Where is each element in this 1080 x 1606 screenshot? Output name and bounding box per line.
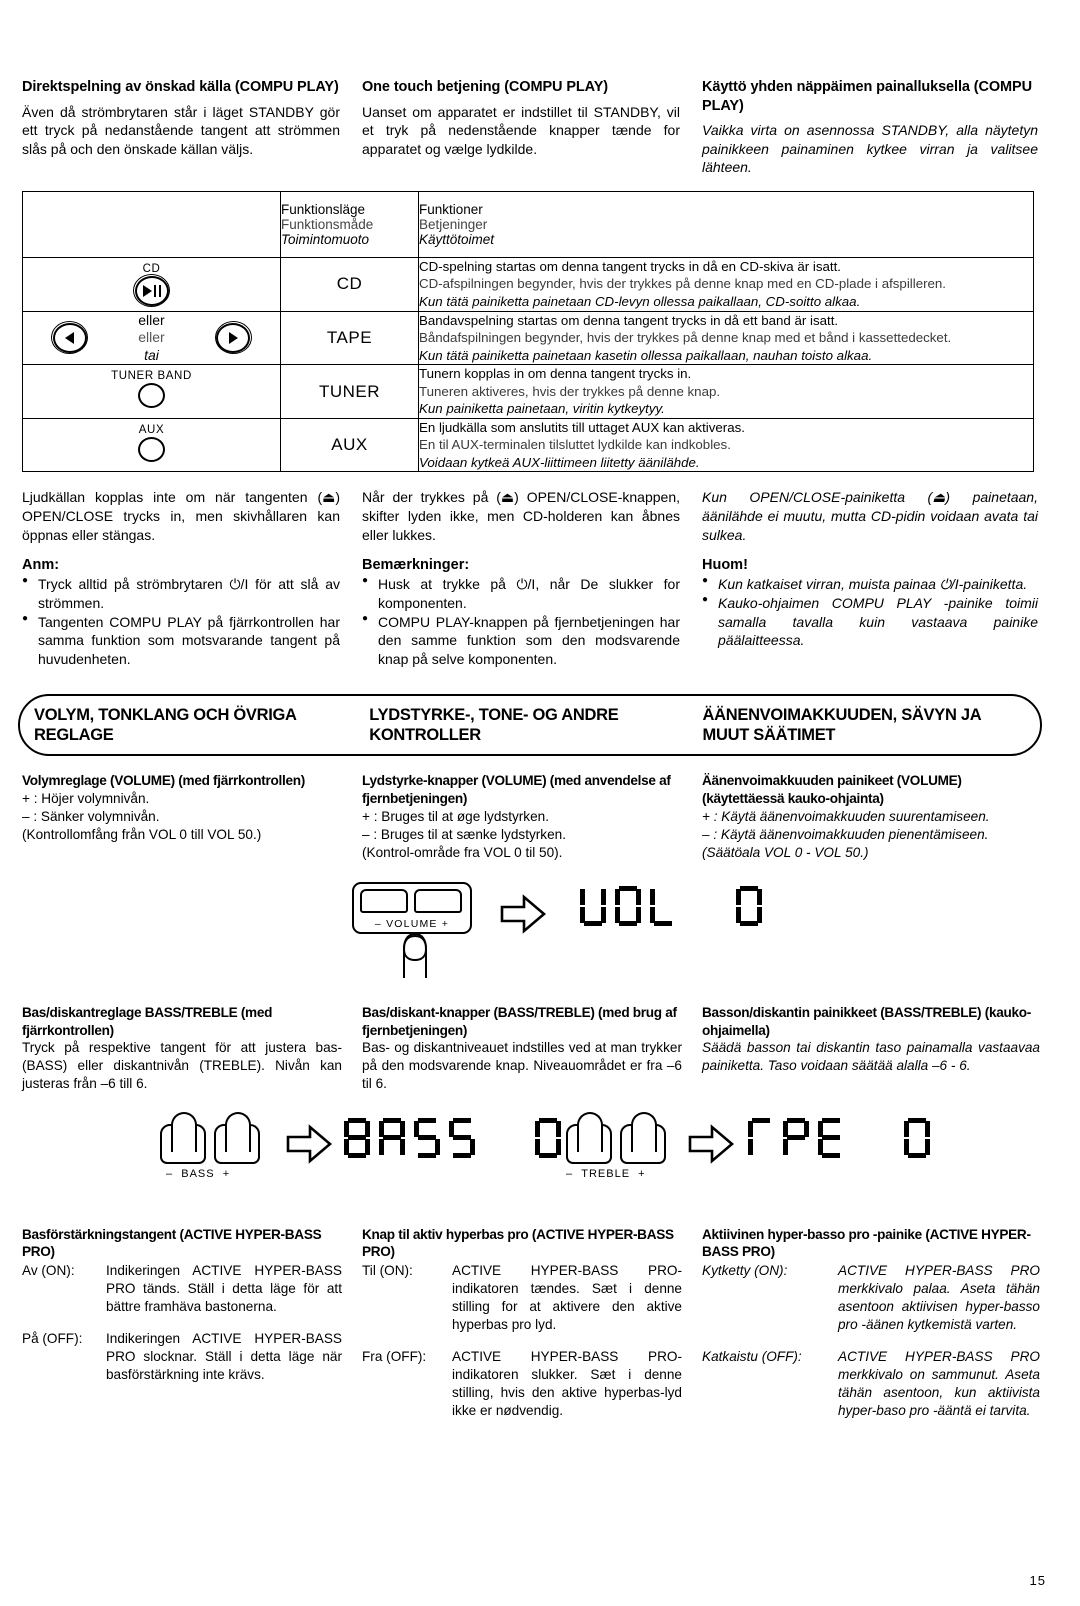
intro-heading-da: One touch betjening (COMPU PLAY): [362, 79, 608, 95]
list-item: ● Kauko-ohjaimen COMPU PLAY -painike toimii samalla tavalla kuin vastaava painike päälaitteessa.: [702, 594, 1038, 650]
hyperbass-desc-sv-on: Indikeringen ACTIVE HYPER-BASS PRO tänds. Ställ i detta läge för att bättre framhäva bastonerna.: [106, 1262, 342, 1315]
intro-body-sv: Även då strömbrytaren står i läget STANDBY gör ett tryck på nedanstående tangent att strömmen slås på och den önskade källan väljs.: [22, 103, 340, 157]
bass-minus-label: –: [166, 1167, 174, 1180]
list-item: ● Husk at trykke på ⏻/I, når De slukker for komponenten.: [362, 575, 680, 612]
header-func-fi: Käyttötoimet: [419, 231, 495, 247]
band-title-fi: ÄÄNENVOIMAKKUUDEN, SÄVYN JA MUUT SÄÄTIMET: [702, 706, 981, 745]
intro-body-da: Uanset om apparatet er indstillet til STANDBY, vil et tryk på nedenstående knapper tænde for apparatet og vælge lydkilde.: [362, 103, 680, 157]
notes-column-da: [362, 488, 702, 668]
play-triangle-icon: [143, 285, 152, 297]
table-row: [23, 311, 1034, 365]
tape-forward-icon[interactable]: [216, 323, 250, 353]
intro-body-fi: Vaikka virta on asennossa STANDBY, alla näytetyn painikkeen painaminen kytkee virran ja valitsee lähteen.: [702, 122, 1038, 176]
volume-line-fi-2: – : Käytä äänenvoimakkuuden pienentämiseen.: [702, 826, 989, 842]
basstreble-heading-fi: Basson/diskantin painikkeet (BASS/TREBLE) (kauko-ohjaimella): [702, 1004, 1031, 1038]
hyperbass-term-sv-on: Av (ON):: [22, 1262, 75, 1278]
hyperbass-heading-da: Knap til aktiv hyperbas pro (ACTIVE HYPER-BASS PRO): [362, 1226, 674, 1260]
bass-display-segments: [344, 1118, 561, 1158]
header-func-da: Betjeninger: [419, 216, 488, 232]
basstreble-body-sv: Tryck på respektive tangent för att justera bas- (BASS) eller diskantnivån (TREBLE). Nivån kan justeras från –6 till 6.: [22, 1040, 342, 1092]
notes-columns: [0, 488, 1080, 668]
volume-minus-label: –: [374, 917, 382, 930]
forward-triangle-icon: [229, 332, 238, 344]
seg-zero: [736, 886, 762, 926]
basstreble-column-da: [362, 1004, 702, 1094]
desc-tuner: [419, 365, 1034, 419]
bass-plus-label: +: [222, 1167, 231, 1180]
volume-keypad-caption: [354, 918, 470, 930]
mode-cd: CD: [281, 257, 419, 311]
band-title-sv: VOLYM, TONKLANG OCH ÖVRIGA REGLAGE: [34, 706, 297, 745]
treble-keys: [566, 1124, 666, 1164]
hyperbass-column-sv: [22, 1226, 362, 1434]
notes-intro-da: Når der trykkes på (⏏) OPEN/CLOSE-knappen, skifter lyden ikke, men CD-holderen kan åbnes eller lukkes.: [362, 489, 680, 543]
seg-zero: [535, 1118, 561, 1158]
volume-columns: [0, 772, 1080, 862]
hyperbass-term-sv-off: På (OFF):: [22, 1330, 83, 1346]
volume-heading-da: Lydstyrke-knapper (VOLUME) (med anvendelse af fjernbetjeningen): [362, 773, 671, 807]
desc-cd-fi: Kun tätä painiketta painetaan CD-levyn ollessa paikallaan, CD-soitto alkaa.: [419, 294, 861, 310]
hyperbass-heading-sv: Basförstärkningstangent (ACTIVE HYPER-BASS PRO): [22, 1226, 322, 1260]
treble-plus-key[interactable]: [620, 1124, 666, 1164]
volume-heading-sv: Volymreglage (VOLUME) (med fjärrkontrollen): [22, 773, 305, 789]
table-row: [23, 365, 1034, 419]
tape-button-art: [23, 311, 281, 365]
hyperbass-columns: [0, 1226, 1080, 1434]
basstreble-column-fi: [702, 1004, 1040, 1094]
bass-display: [344, 1118, 561, 1158]
intro-column-fi: [702, 78, 1038, 177]
seg-t: [748, 1118, 774, 1158]
bass-plus-key[interactable]: [214, 1124, 260, 1164]
section-heading-band: [18, 694, 1042, 756]
basstreble-heading-da: Bas/diskant-knapper (BASS/TREBLE) (med brug af fjernbetjeningen): [362, 1004, 677, 1038]
notes-column-fi: [702, 488, 1038, 668]
volume-line-fi-1: + : Käytä äänenvoimakkuuden suurentamiseen.: [702, 808, 990, 824]
basstreble-heading-sv: Bas/diskantreglage BASS/TREBLE (med fjärrkontrollen): [22, 1004, 273, 1038]
volume-display: [580, 886, 762, 926]
desc-tape: [419, 311, 1034, 365]
volume-display-segments: [580, 886, 762, 926]
desc-aux-da: En til AUX-terminalen tilsluttet lydkilde kan indkobles.: [419, 437, 731, 453]
page-number: 15: [1029, 1573, 1046, 1588]
hyperbass-column-fi: [702, 1226, 1040, 1434]
notes-list-da: [362, 575, 680, 668]
mode-aux: AUX: [281, 418, 419, 472]
arrow-right-icon: [500, 894, 546, 934]
tuner-band-icon[interactable]: [138, 383, 165, 408]
seg-e: [818, 1118, 844, 1158]
hyperbass-desc-fi-off: ACTIVE HYPER-BASS PRO merkkivalo on sammunut. Aseta tähän asentoon, kun aktiivista hyper-baso pro -ääntä ei tarvita.: [838, 1348, 1040, 1418]
hyperbass-item-sv-on: [22, 1262, 342, 1316]
hyperbass-heading-fi: Aktiivinen hyper-basso pro -painike (ACTIVE HYPER-BASS PRO): [702, 1226, 1031, 1260]
table-row: [23, 418, 1034, 472]
basstreble-body-da: Bas- og diskantniveauet indstilles ved at man trykker på den modsvarende knap. Niveauområdet er fra –6 til 6.: [362, 1040, 682, 1092]
hyperbass-column-da: [362, 1226, 702, 1434]
list-item: ● Kun katkaiset virran, muista painaa ⏻/I-painiketta.: [702, 575, 1038, 594]
seg-s2: [449, 1118, 475, 1158]
aux-label: AUX: [138, 423, 165, 436]
header-mode-sv: Funktionsläge: [281, 201, 366, 217]
volume-line-fi-3: (Säätöala VOL 0 - VOL 50.): [702, 844, 869, 860]
desc-aux-fi: Voidaan kytkeä AUX-liittimeen liitetty äänilähde.: [419, 454, 700, 470]
treble-display: [748, 1118, 930, 1158]
desc-aux: [419, 418, 1034, 472]
volume-column-da: [362, 772, 702, 862]
aux-button-art: [23, 418, 281, 472]
header-func-sv: Funktioner: [419, 201, 483, 217]
volume-plus-label: +: [441, 917, 450, 930]
volume-heading-fi: Äänenvoimakkuuden painikeet (VOLUME) (käytettäessä kauko-ohjainta): [702, 773, 962, 807]
bass-caption: [166, 1168, 230, 1180]
desc-tuner-da: Tuneren aktiveres, hvis der trykkes på denne knap.: [419, 383, 721, 399]
volume-keypad[interactable]: [352, 882, 472, 934]
notes-heading-sv: Anm:: [22, 557, 60, 574]
finger-icon: [398, 932, 432, 980]
treble-caption: [566, 1168, 646, 1180]
treble-plus-label: +: [638, 1167, 646, 1180]
intro-column-sv: [22, 78, 362, 177]
cd-button-label: CD: [142, 262, 161, 275]
tuner-band-label: TUNER BAND: [111, 370, 192, 383]
hyperbass-desc-fi-on: ACTIVE HYPER-BASS PRO merkkivalo palaa. Aseta tähän asentoon aktiivisen hyper-basso pro -äänen kytkemistä varten.: [838, 1262, 1040, 1333]
desc-cd: [419, 257, 1034, 311]
tuner-button-art: [23, 365, 281, 419]
list-item: ● Tryck alltid på strömbrytaren ⏻/I för att slå av strömmen.: [22, 575, 340, 612]
band-title-da: LYDSTYRKE-, TONE- OG ANDRE KONTROLLER: [369, 706, 619, 745]
volume-column-sv: [22, 772, 362, 862]
intro-columns: [0, 78, 1080, 177]
table-header-row: [23, 191, 1034, 257]
desc-tuner-fi: Kun painiketta painetaan, viritin kytkeytyy.: [419, 401, 665, 417]
basstreble-body-fi: Säädä basson tai diskantin taso painamalla vastaavaa painiketta. Taso voidaan säätää alalla –6 - 6.: [702, 1040, 1040, 1074]
hyperbass-term-fi-on: Kytketty (ON):: [702, 1262, 788, 1278]
finger-icon: [225, 1112, 251, 1152]
desc-tape-fi: Kun tätä painiketta painetaan kasetin ollessa paikallaan, nauhan toisto alkaa.: [419, 347, 873, 363]
desc-aux-sv: En ljudkälla som anslutits till uttaget AUX kan aktiveras.: [419, 419, 745, 435]
volume-art: [0, 876, 1080, 996]
table-header-icon-cell: [23, 191, 281, 257]
hyperbass-item-da-off: [362, 1348, 682, 1420]
volume-keypad-art: [352, 882, 472, 934]
volume-plus-key[interactable]: [414, 889, 462, 913]
hyperbass-term-fi-off: Katkaistu (OFF):: [702, 1348, 802, 1364]
finger-icon: [631, 1112, 657, 1152]
or-label-da: eller: [138, 329, 165, 346]
desc-cd-sv: CD-spelning startas om denna tangent trycks in då en CD-skiva är isatt.: [419, 258, 841, 274]
tape-reverse-icon[interactable]: [53, 323, 87, 353]
bass-minus-key[interactable]: [160, 1124, 206, 1164]
table-row: [23, 257, 1034, 311]
hyperbass-term-da-on: Til (ON):: [362, 1262, 413, 1278]
volume-line-sv-3: (Kontrollomfång från VOL 0 till VOL 50.): [22, 827, 262, 843]
finger-icon: [577, 1112, 603, 1152]
intro-heading-fi: Käyttö yhden näppäimen painalluksella (COMPU PLAY): [702, 79, 1032, 114]
notes-intro-sv: Ljudkällan kopplas inte om när tangenten (⏏) OPEN/CLOSE trycks in, men skivhållaren kan öppnas eller stängas.: [22, 489, 340, 543]
hyperbass-item-da-on: [362, 1262, 682, 1334]
hyperbass-desc-sv-off: Indikeringen ACTIVE HYPER-BASS PRO slocknar. Ställ i detta läge när basförstärkning inte krävs.: [106, 1330, 342, 1382]
function-table: [22, 191, 1034, 473]
table-header-function: [419, 191, 1034, 257]
volume-line-da-1: + : Bruges til at øge lydstyrken.: [362, 808, 549, 824]
cd-button-art: [23, 257, 281, 311]
intro-column-da: [362, 78, 702, 177]
seg-a: [379, 1118, 405, 1158]
bass-label: BASS: [181, 1167, 215, 1180]
treble-minus-key[interactable]: [566, 1124, 612, 1164]
hyperbass-term-da-off: Fra (OFF):: [362, 1348, 427, 1364]
volume-line-da-2: – : Bruges til at sænke lydstyrken.: [362, 826, 566, 842]
mode-tuner: TUNER: [281, 365, 419, 419]
seg-l: [650, 886, 676, 926]
seg-o: [615, 886, 641, 926]
notes-heading-da: Bemærkninger:: [362, 557, 470, 574]
bass-keys: [160, 1124, 260, 1164]
hyperbass-desc-da-on: ACTIVE HYPER-BASS PRO-indikatoren tændes. Sæt i denne stilling for at aktivere den aktive hyperbas pro lyd.: [452, 1262, 682, 1333]
volume-column-fi: [702, 772, 1040, 862]
treble-display-segments: [748, 1118, 930, 1158]
volume-minus-key[interactable]: [360, 889, 408, 913]
notes-heading-fi: Huom!: [702, 557, 748, 574]
volume-line-sv-1: + : Höjer volymnivån.: [22, 791, 150, 807]
desc-cd-da: CD-afspilningen begynder, hvis der trykkes på denne knap med en CD-plade i afspilleren.: [419, 276, 946, 292]
desc-tape-sv: Bandavspelning startas om denna tangent trycks in då ett band är isatt.: [419, 312, 839, 328]
basstreble-art: [0, 1102, 1080, 1212]
list-item: ● COMPU PLAY-knappen på fjernbetjeningen har den samme funktion som den modsvarende knap på selve komponenten.: [362, 613, 680, 669]
or-label-sv: eller: [138, 311, 165, 328]
table-header-mode: [281, 191, 419, 257]
volume-line-da-3: (Kontrol-område fra VOL 0 til 50).: [362, 844, 563, 860]
hyperbass-item-sv-off: [22, 1330, 342, 1384]
notes-intro-fi: Kun OPEN/CLOSE-painiketta (⏏) painetaan, äänilähde ei muutu, mutta CD-pidin voidaan avata tai sulkea.: [702, 489, 1038, 543]
or-label-fi: tai: [144, 346, 159, 363]
seg-v: [580, 886, 606, 926]
finger-icon: [171, 1112, 197, 1152]
seg-b: [344, 1118, 370, 1158]
notes-column-sv: [22, 488, 362, 668]
seg-r: [783, 1118, 809, 1158]
hyperbass-item-fi-off: [702, 1348, 1040, 1420]
notes-list-sv: [22, 575, 340, 668]
desc-tuner-sv: Tunern kopplas in om denna tangent trycks in.: [419, 366, 692, 382]
basstreble-columns: [0, 1004, 1080, 1094]
or-labels: [138, 312, 164, 365]
play-pause-icon[interactable]: [135, 276, 169, 306]
reverse-triangle-icon: [65, 332, 74, 344]
pause-bars-icon: [154, 285, 161, 297]
volume-line-sv-2: – : Sänker volymnivån.: [22, 809, 160, 825]
seg-zero: [904, 1118, 930, 1158]
seg-s1: [414, 1118, 440, 1158]
header-mode-da: Funktionsmåde: [281, 216, 374, 232]
intro-heading-sv: Direktspelning av önskad källa (COMPU PLAY): [22, 79, 339, 95]
basstreble-column-sv: [22, 1004, 362, 1094]
arrow-right-icon: [286, 1124, 332, 1164]
arrow-right-icon: [688, 1124, 734, 1164]
list-item: ● Tangenten COMPU PLAY på fjärrkontrollen har samma funktion som motsvarande tangent på huvudenheten.: [22, 613, 340, 669]
desc-tape-da: Båndafspilningen begynder, hvis der trykkes på denne knap med et bånd i kassettedecket.: [419, 330, 952, 346]
treble-label: TREBLE: [581, 1167, 631, 1180]
manual-page: [0, 78, 1080, 1606]
mode-tape: TAPE: [281, 311, 419, 365]
hyperbass-desc-da-off: ACTIVE HYPER-BASS PRO-indikatoren slukker. Sæt i denne stilling, hvis den aktive hyperbas-lyd ikke er nødvendig.: [452, 1348, 682, 1418]
hyperbass-item-fi-on: [702, 1262, 1040, 1334]
volume-label: VOLUME: [386, 917, 438, 930]
aux-icon[interactable]: [138, 437, 165, 462]
header-mode-fi: Toimintomuoto: [281, 231, 370, 247]
treble-minus-label: –: [566, 1167, 574, 1180]
notes-list-fi: [702, 575, 1038, 649]
